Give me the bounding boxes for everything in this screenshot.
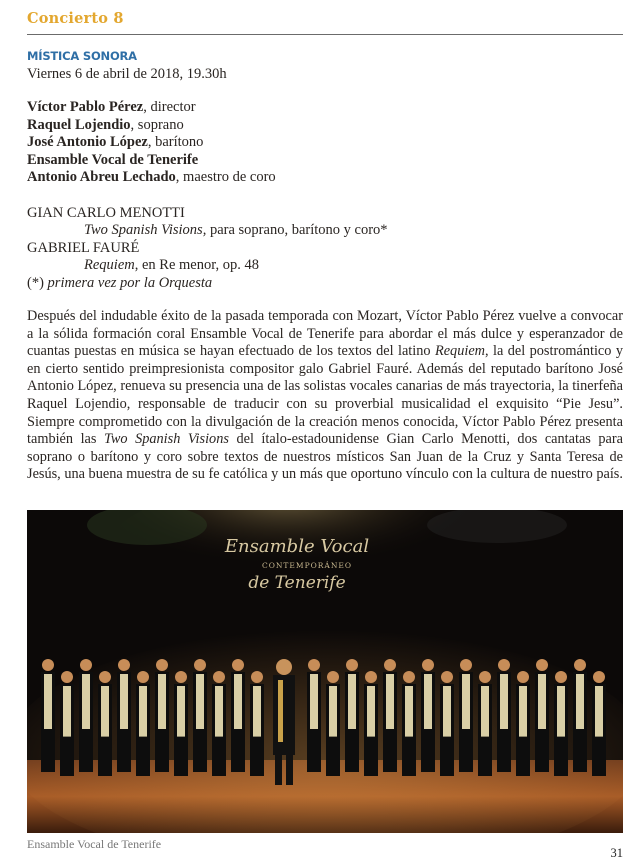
credit-name: Víctor Pablo Pérez xyxy=(27,99,144,115)
program-composer: GABRIEL FAURÉ xyxy=(27,239,140,256)
paragraph-emphasis: Requiem xyxy=(434,343,485,360)
paragraph-text: del ítalo-estadounidense Gian Carlo Menotti, dos cantatas para soprano o barítono y coro sobre textos de nuestros místicos San Juan de la Cruz y Santa Teresa de Jesús, una buena muestra de su fe católica y un más que oportuno vínculo con la cultura de nuestro país. xyxy=(27,431,623,483)
footnote-mark: (*) xyxy=(27,274,48,291)
choir-photo-illustration xyxy=(27,510,623,833)
choir-singer xyxy=(98,671,112,776)
work-detail: para soprano, barítono y coro* xyxy=(206,222,388,239)
program-work xyxy=(27,222,388,239)
credit-name: Ensamble Vocal de Tenerife xyxy=(27,151,199,168)
choir-singer xyxy=(212,671,226,776)
article-paragraph xyxy=(27,308,623,484)
event-title: MÍSTICA SONORA xyxy=(27,49,137,63)
program-footnote xyxy=(27,275,388,292)
credit-role: , barítono xyxy=(147,134,204,151)
choir-singer xyxy=(345,659,359,772)
choir-singer xyxy=(573,659,587,772)
work-detail: , en Re menor, op. 48 xyxy=(134,257,259,274)
credit-name: Antonio Abreu Lechado xyxy=(27,169,176,186)
choir-singer xyxy=(193,659,207,772)
choir-singer xyxy=(117,659,131,772)
credit-name: José Antonio López xyxy=(27,134,148,151)
credit-role: , maestro de coro xyxy=(175,169,276,186)
choir-singer xyxy=(459,659,473,772)
choir-singer xyxy=(136,671,150,776)
choir-singer xyxy=(307,659,321,772)
projection-title: Ensamble Vocal xyxy=(224,536,370,557)
program-composer: GIAN CARLO MENOTTI xyxy=(27,205,185,221)
choir-photo xyxy=(27,510,623,833)
choir-singer xyxy=(326,671,340,776)
credit-line xyxy=(27,117,276,135)
choir-singer xyxy=(60,671,74,776)
paragraph-emphasis: Two Spanish Visions xyxy=(103,431,229,448)
credit-line xyxy=(27,99,276,117)
choir-singer xyxy=(383,659,397,772)
choir-singer xyxy=(440,671,454,776)
projection-subtitle: CONTEMPORÁNEO xyxy=(261,561,353,570)
credit-name: Raquel Lojendio xyxy=(27,116,131,133)
choir-singer xyxy=(592,671,606,776)
choir-singer xyxy=(402,671,416,776)
page-number: 31 xyxy=(610,846,623,860)
choir-singer xyxy=(554,671,568,776)
credit-role: , director xyxy=(143,99,196,115)
choir-singer xyxy=(231,659,245,772)
choir-singer xyxy=(79,659,93,772)
choir-singer xyxy=(174,671,188,776)
credit-line xyxy=(27,169,276,187)
credit-line xyxy=(27,134,276,152)
work-title: Requiem xyxy=(84,257,135,274)
choir-singer xyxy=(516,671,530,776)
projection-place: de Tenerife xyxy=(248,573,346,593)
choir-singer xyxy=(41,659,55,772)
choir-singer xyxy=(250,671,264,776)
performer-credits xyxy=(27,99,276,187)
footnote-text: primera vez por la Orquesta xyxy=(47,274,213,291)
choir-singer xyxy=(535,659,549,772)
paragraph-text: , la del postromántico y en cierto sentido preimpresionista compositor galo Gabriel Fauré. Además del reputado barítono José Antonio López, renueva su presencia una de las solistas vocales canarias de más trayectoria, la tinerfeña Raquel Lojendio, responsable de traducir con su proverbial musicalidad el exquisito “Pie Jesu”. Siempre comprometido con la divulgación de la creación menos conocida, Víctor Pablo Pérez presenta también las xyxy=(27,343,623,448)
choir-singer xyxy=(364,671,378,776)
choir-singer xyxy=(478,671,492,776)
credit-role: , soprano xyxy=(130,116,184,133)
work-title: Two Spanish Visions, xyxy=(84,222,207,239)
concert-heading: Concierto 8 xyxy=(27,10,124,27)
choir-singer xyxy=(497,659,511,772)
event-date: Viernes 6 de abril de 2018, 19.30h xyxy=(27,66,227,82)
program-work xyxy=(27,257,388,274)
header-divider xyxy=(27,34,623,35)
photo-caption: Ensamble Vocal de Tenerife xyxy=(27,837,162,851)
credit-line xyxy=(27,152,276,170)
choir-singer xyxy=(155,659,169,772)
choir-singer xyxy=(421,659,435,772)
paragraph-text: Después del indudable éxito de la pasada temporada con Mozart, Víctor Pablo Pérez vuelve a convocar a la sólida formación coral Ensamble Vocal de Tenerife para abordar el más dulce y esperanzador de cuantas puestas en música se hayan efectuado de los textos del latino xyxy=(27,308,623,360)
concert-program xyxy=(27,205,388,292)
